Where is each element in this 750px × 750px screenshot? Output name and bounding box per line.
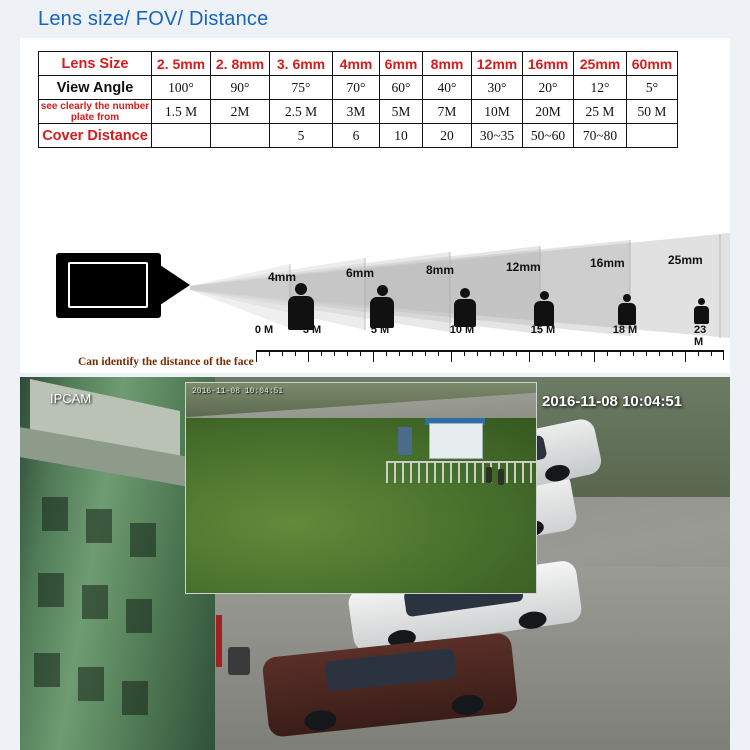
table-cell: 5M bbox=[380, 100, 423, 124]
ruler-label-5m: 5 M bbox=[370, 324, 390, 336]
person-silhouette bbox=[532, 291, 556, 326]
table-cell: 20° bbox=[523, 76, 574, 100]
inset-timestamp: 2016-11-08 10:04:51 bbox=[192, 387, 284, 396]
inset-camera-view bbox=[185, 382, 537, 594]
table-cell: 25 M bbox=[574, 100, 627, 124]
ruler-label-3m: 3 M bbox=[302, 324, 322, 336]
fov-label-6mm: 6mm bbox=[346, 266, 375, 280]
table-cell: 2. 5mm bbox=[152, 52, 211, 76]
fov-label-16mm: 16mm bbox=[590, 256, 625, 270]
person-silhouette bbox=[616, 294, 637, 325]
ruler-label-15m: 15 M bbox=[530, 324, 556, 336]
table-cell: 30° bbox=[472, 76, 523, 100]
table-cell: 5 bbox=[270, 124, 333, 148]
table-cell: 12° bbox=[574, 76, 627, 100]
table-cell: 2M bbox=[211, 100, 270, 124]
ruler-label-10m: 10 M bbox=[449, 324, 475, 336]
fov-label-8mm: 8mm bbox=[426, 263, 455, 277]
ruler-label-23m: 23 M bbox=[694, 324, 707, 348]
row-label-plate-distance: see clearly the number plate from bbox=[39, 100, 152, 124]
table-cell: 6mm bbox=[380, 52, 423, 76]
table-cell: 60° bbox=[380, 76, 423, 100]
table-cell: 40° bbox=[423, 76, 472, 100]
table-cell: 50 M bbox=[627, 100, 678, 124]
table-cell: 6 bbox=[333, 124, 380, 148]
person-silhouette bbox=[368, 285, 396, 328]
table-cell: 7M bbox=[423, 100, 472, 124]
table-row-cover-distance bbox=[39, 124, 678, 148]
lens-fov-diagram-card bbox=[20, 38, 730, 373]
fov-label-25mm: 25mm bbox=[668, 253, 703, 267]
table-row-lens-size bbox=[39, 52, 678, 76]
inset-person bbox=[486, 467, 492, 483]
table-cell: 12mm bbox=[472, 52, 523, 76]
table-cell: 90° bbox=[211, 76, 270, 100]
fov-label-4mm: 4mm bbox=[268, 270, 297, 284]
row-label-cover-distance: Cover Distance bbox=[39, 124, 152, 148]
table-cell: 16mm bbox=[523, 52, 574, 76]
distance-ruler bbox=[254, 324, 724, 368]
ruler-label-18m: 18 M bbox=[612, 324, 638, 336]
table-cell: 8mm bbox=[423, 52, 472, 76]
person-silhouette bbox=[692, 298, 710, 324]
table-cell: 75° bbox=[270, 76, 333, 100]
table-cell: 30~35 bbox=[472, 124, 523, 148]
table-cell: 20M bbox=[523, 100, 574, 124]
table-cell: 10M bbox=[472, 100, 523, 124]
inset-grass bbox=[186, 418, 536, 593]
page-title: Lens size/ FOV/ Distance bbox=[38, 8, 269, 30]
fov-caption: Can identify the distance of the face bbox=[78, 356, 254, 368]
inset-sign bbox=[398, 427, 412, 455]
table-cell: 60mm bbox=[627, 52, 678, 76]
camera-icon bbox=[56, 253, 161, 318]
table-cell: 3. 6mm bbox=[270, 52, 333, 76]
person-silhouette bbox=[286, 283, 316, 330]
table-cell: 100° bbox=[152, 76, 211, 100]
table-cell: 25mm bbox=[574, 52, 627, 76]
inset-guard-booth bbox=[429, 423, 483, 459]
table-cell: 70° bbox=[333, 76, 380, 100]
table-cell: 2. 8mm bbox=[211, 52, 270, 76]
table-cell: 5° bbox=[627, 76, 678, 100]
photo-red-post bbox=[216, 615, 222, 667]
inset-person bbox=[498, 469, 504, 485]
lens-spec-table bbox=[38, 51, 678, 148]
table-cell: 20 bbox=[423, 124, 472, 148]
photo-barrel bbox=[228, 647, 250, 675]
table-row-view-angle bbox=[39, 76, 678, 100]
table-cell: 70~80 bbox=[574, 124, 627, 148]
table-cell: 2.5 M bbox=[270, 100, 333, 124]
ruler-label-0m: 0 M bbox=[254, 324, 274, 336]
fov-label-12mm: 12mm bbox=[506, 260, 541, 274]
table-cell bbox=[152, 124, 211, 148]
table-cell: 1.5 M bbox=[152, 100, 211, 124]
table-cell bbox=[211, 124, 270, 148]
inset-fence bbox=[386, 461, 536, 483]
person-silhouette bbox=[452, 288, 478, 327]
table-cell: 10 bbox=[380, 124, 423, 148]
table-cell: 50~60 bbox=[523, 124, 574, 148]
photo-timestamp: 2016-11-08 10:04:51 bbox=[542, 393, 683, 410]
fov-illustration bbox=[20, 178, 730, 373]
row-label-lens-size: Lens Size bbox=[39, 52, 152, 76]
photo-camera-label: IPCAM bbox=[50, 391, 92, 406]
row-label-view-angle: View Angle bbox=[39, 76, 152, 100]
camera-lens-icon bbox=[68, 262, 148, 308]
table-cell: 3M bbox=[333, 100, 380, 124]
table-cell: 4mm bbox=[333, 52, 380, 76]
table-cell bbox=[627, 124, 678, 148]
table-row-plate-distance bbox=[39, 100, 678, 124]
